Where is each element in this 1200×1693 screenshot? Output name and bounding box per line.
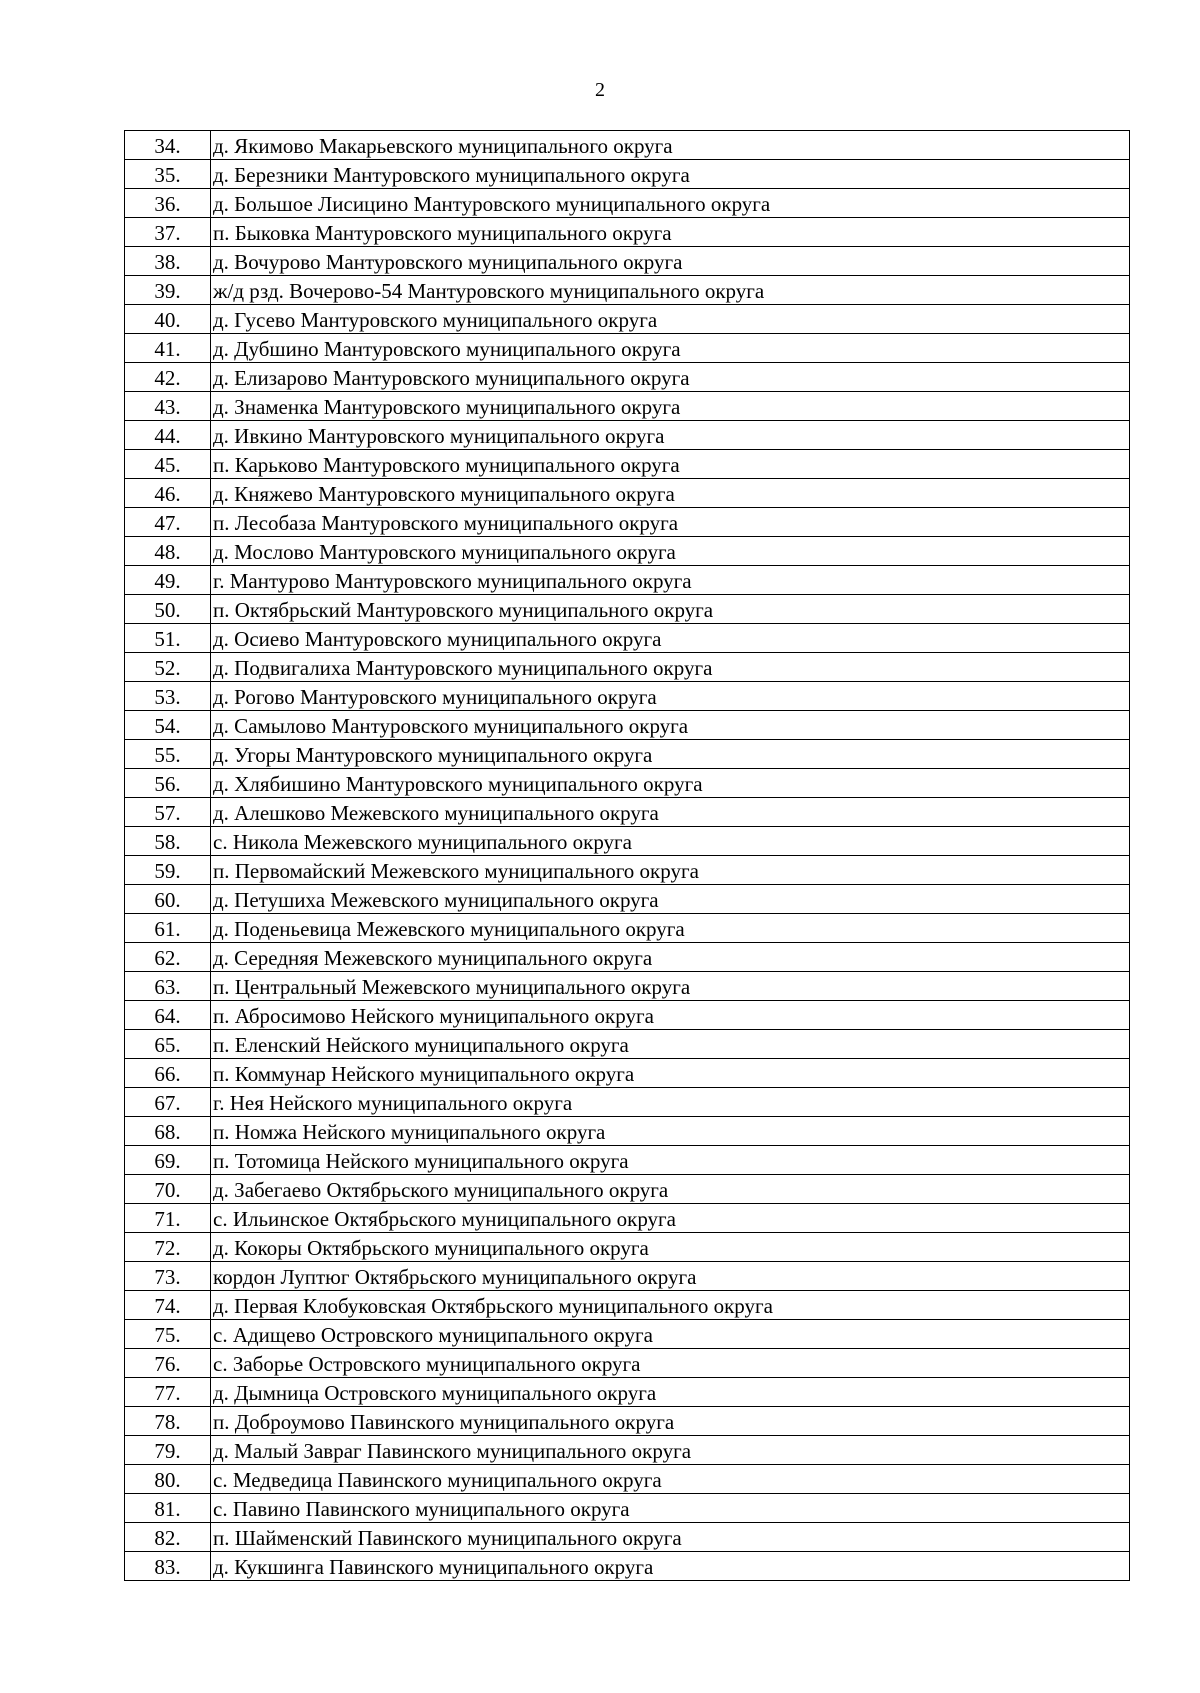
table-row [125, 653, 1130, 682]
settlement-name: д. Петушиха Межевского муниципального округа [211, 885, 1130, 914]
table-row [125, 798, 1130, 827]
row-number: 35. [125, 160, 211, 189]
row-number: 54. [125, 711, 211, 740]
settlement-name: д. Забегаево Октябрьского муниципального округа [211, 1175, 1130, 1204]
row-number: 76. [125, 1349, 211, 1378]
row-number: 71. [125, 1204, 211, 1233]
table-row [125, 1088, 1130, 1117]
table-row [125, 624, 1130, 653]
settlement-name: ж/д рзд. Вочерово-54 Мантуровского муниципального округа [211, 276, 1130, 305]
row-number: 38. [125, 247, 211, 276]
settlement-name: д. Гусево Мантуровского муниципального округа [211, 305, 1130, 334]
row-number: 73. [125, 1262, 211, 1291]
settlement-name: д. Рогово Мантуровского муниципального округа [211, 682, 1130, 711]
table-row [125, 392, 1130, 421]
row-number: 75. [125, 1320, 211, 1349]
table-row [125, 740, 1130, 769]
row-number: 83. [125, 1552, 211, 1581]
row-number: 48. [125, 537, 211, 566]
row-number: 67. [125, 1088, 211, 1117]
row-number: 47. [125, 508, 211, 537]
settlement-name: п. Быковка Мантуровского муниципального округа [211, 218, 1130, 247]
table-row [125, 508, 1130, 537]
settlement-name: д. Алешково Межевского муниципального округа [211, 798, 1130, 827]
settlement-name: с. Павино Павинского муниципального округа [211, 1494, 1130, 1523]
settlement-name: д. Якимово Макарьевского муниципального округа [211, 131, 1130, 160]
row-number: 74. [125, 1291, 211, 1320]
table-row [125, 1030, 1130, 1059]
table-row [125, 218, 1130, 247]
settlement-name: д. Первая Клобуковская Октябрьского муниципального округа [211, 1291, 1130, 1320]
row-number: 42. [125, 363, 211, 392]
row-number: 68. [125, 1117, 211, 1146]
settlement-name: д. Малый Завраг Павинского муниципального округа [211, 1436, 1130, 1465]
row-number: 52. [125, 653, 211, 682]
table-row [125, 247, 1130, 276]
settlement-name: п. Еленский Нейского муниципального округа [211, 1030, 1130, 1059]
row-number: 61. [125, 914, 211, 943]
table-row [125, 189, 1130, 218]
table-row [125, 1175, 1130, 1204]
table-row [125, 276, 1130, 305]
row-number: 81. [125, 1494, 211, 1523]
table-row [125, 1001, 1130, 1030]
row-number: 43. [125, 392, 211, 421]
table-row [125, 421, 1130, 450]
table-row [125, 1117, 1130, 1146]
table-row [125, 1320, 1130, 1349]
row-number: 82. [125, 1523, 211, 1552]
table-row [125, 1059, 1130, 1088]
table-row [125, 1552, 1130, 1581]
settlement-name: д. Елизарово Мантуровского муниципального округа [211, 363, 1130, 392]
settlement-name: кордон Луптюг Октябрьского муниципального округа [211, 1262, 1130, 1291]
row-number: 49. [125, 566, 211, 595]
table-row [125, 334, 1130, 363]
settlement-name: д. Дубшино Мантуровского муниципального округа [211, 334, 1130, 363]
row-number: 60. [125, 885, 211, 914]
table-row [125, 1465, 1130, 1494]
row-number: 64. [125, 1001, 211, 1030]
table-row [125, 1291, 1130, 1320]
settlement-name: д. Угоры Мантуровского муниципального округа [211, 740, 1130, 769]
table-row [125, 885, 1130, 914]
row-number: 72. [125, 1233, 211, 1262]
settlement-name: д. Середняя Межевского муниципального округа [211, 943, 1130, 972]
row-number: 65. [125, 1030, 211, 1059]
table-row [125, 769, 1130, 798]
table-row [125, 479, 1130, 508]
row-number: 63. [125, 972, 211, 1001]
settlement-name: п. Октябрьский Мантуровского муниципального округа [211, 595, 1130, 624]
row-number: 41. [125, 334, 211, 363]
settlement-name: с. Никола Межевского муниципального округа [211, 827, 1130, 856]
row-number: 77. [125, 1378, 211, 1407]
page-number: 2 [595, 79, 605, 101]
row-number: 40. [125, 305, 211, 334]
settlement-name: г. Нея Нейского муниципального округа [211, 1088, 1130, 1117]
row-number: 36. [125, 189, 211, 218]
settlement-name: п. Тотомица Нейского муниципального округа [211, 1146, 1130, 1175]
settlements-table [124, 130, 1130, 1581]
row-number: 51. [125, 624, 211, 653]
row-number: 45. [125, 450, 211, 479]
row-number: 50. [125, 595, 211, 624]
row-number: 66. [125, 1059, 211, 1088]
table-row [125, 450, 1130, 479]
table-row [125, 1436, 1130, 1465]
table-row [125, 1262, 1130, 1291]
settlement-name: д. Княжево Мантуровского муниципального округа [211, 479, 1130, 508]
settlement-name: п. Номжа Нейского муниципального округа [211, 1117, 1130, 1146]
settlement-name: д. Большое Лисицино Мантуровского муниципального округа [211, 189, 1130, 218]
row-number: 79. [125, 1436, 211, 1465]
row-number: 57. [125, 798, 211, 827]
row-number: 37. [125, 218, 211, 247]
settlement-name: д. Ивкино Мантуровского муниципального округа [211, 421, 1130, 450]
table-row [125, 1378, 1130, 1407]
row-number: 70. [125, 1175, 211, 1204]
table-row [125, 856, 1130, 885]
settlement-name: с. Адищево Островского муниципального округа [211, 1320, 1130, 1349]
settlement-name: д. Березники Мантуровского муниципального округа [211, 160, 1130, 189]
row-number: 44. [125, 421, 211, 450]
settlement-name: д. Знаменка Мантуровского муниципального округа [211, 392, 1130, 421]
settlement-name: п. Карьково Мантуровского муниципального округа [211, 450, 1130, 479]
table-row [125, 1494, 1130, 1523]
table-row [125, 1523, 1130, 1552]
settlement-name: г. Мантурово Мантуровского муниципального округа [211, 566, 1130, 595]
table-row [125, 972, 1130, 1001]
table-row [125, 160, 1130, 189]
row-number: 69. [125, 1146, 211, 1175]
settlement-name: п. Лесобаза Мантуровского муниципального округа [211, 508, 1130, 537]
settlement-name: п. Центральный Межевского муниципального округа [211, 972, 1130, 1001]
settlement-name: п. Абросимово Нейского муниципального округа [211, 1001, 1130, 1030]
settlement-name: п. Первомайский Межевского муниципального округа [211, 856, 1130, 885]
table-row [125, 305, 1130, 334]
table-row [125, 1407, 1130, 1436]
row-number: 58. [125, 827, 211, 856]
table-row [125, 1349, 1130, 1378]
settlement-name: д. Дымница Островского муниципального округа [211, 1378, 1130, 1407]
table-row [125, 914, 1130, 943]
row-number: 34. [125, 131, 211, 160]
settlement-name: п. Коммунар Нейского муниципального округа [211, 1059, 1130, 1088]
table-row [125, 1233, 1130, 1262]
row-number: 46. [125, 479, 211, 508]
table-row [125, 943, 1130, 972]
settlement-name: д. Подвигалиха Мантуровского муниципального округа [211, 653, 1130, 682]
row-number: 39. [125, 276, 211, 305]
row-number: 55. [125, 740, 211, 769]
table-row [125, 711, 1130, 740]
settlement-name: д. Мослово Мантуровского муниципального округа [211, 537, 1130, 566]
settlement-name: д. Кукшинга Павинского муниципального округа [211, 1552, 1130, 1581]
settlement-name: д. Осиево Мантуровского муниципального округа [211, 624, 1130, 653]
table-row [125, 595, 1130, 624]
settlement-name: д. Кокоры Октябрьского муниципального округа [211, 1233, 1130, 1262]
table-row [125, 566, 1130, 595]
settlement-name: с. Заборье Островского муниципального округа [211, 1349, 1130, 1378]
settlement-name: п. Шайменский Павинского муниципального округа [211, 1523, 1130, 1552]
settlement-name: д. Самылово Мантуровского муниципального округа [211, 711, 1130, 740]
row-number: 59. [125, 856, 211, 885]
table-row [125, 537, 1130, 566]
settlement-name: д. Поденьевица Межевского муниципального округа [211, 914, 1130, 943]
row-number: 78. [125, 1407, 211, 1436]
settlement-name: д. Хлябишино Мантуровского муниципального округа [211, 769, 1130, 798]
table-row [125, 363, 1130, 392]
settlements-table-body [125, 131, 1130, 1581]
settlement-name: п. Доброумово Павинского муниципального округа [211, 1407, 1130, 1436]
row-number: 62. [125, 943, 211, 972]
table-row [125, 827, 1130, 856]
table-row [125, 1146, 1130, 1175]
settlement-name: д. Вочурово Мантуровского муниципального округа [211, 247, 1130, 276]
table-row [125, 131, 1130, 160]
row-number: 56. [125, 769, 211, 798]
settlement-name: с. Ильинское Октябрьского муниципального округа [211, 1204, 1130, 1233]
row-number: 53. [125, 682, 211, 711]
table-row [125, 1204, 1130, 1233]
settlement-name: с. Медведица Павинского муниципального округа [211, 1465, 1130, 1494]
row-number: 80. [125, 1465, 211, 1494]
table-row [125, 682, 1130, 711]
